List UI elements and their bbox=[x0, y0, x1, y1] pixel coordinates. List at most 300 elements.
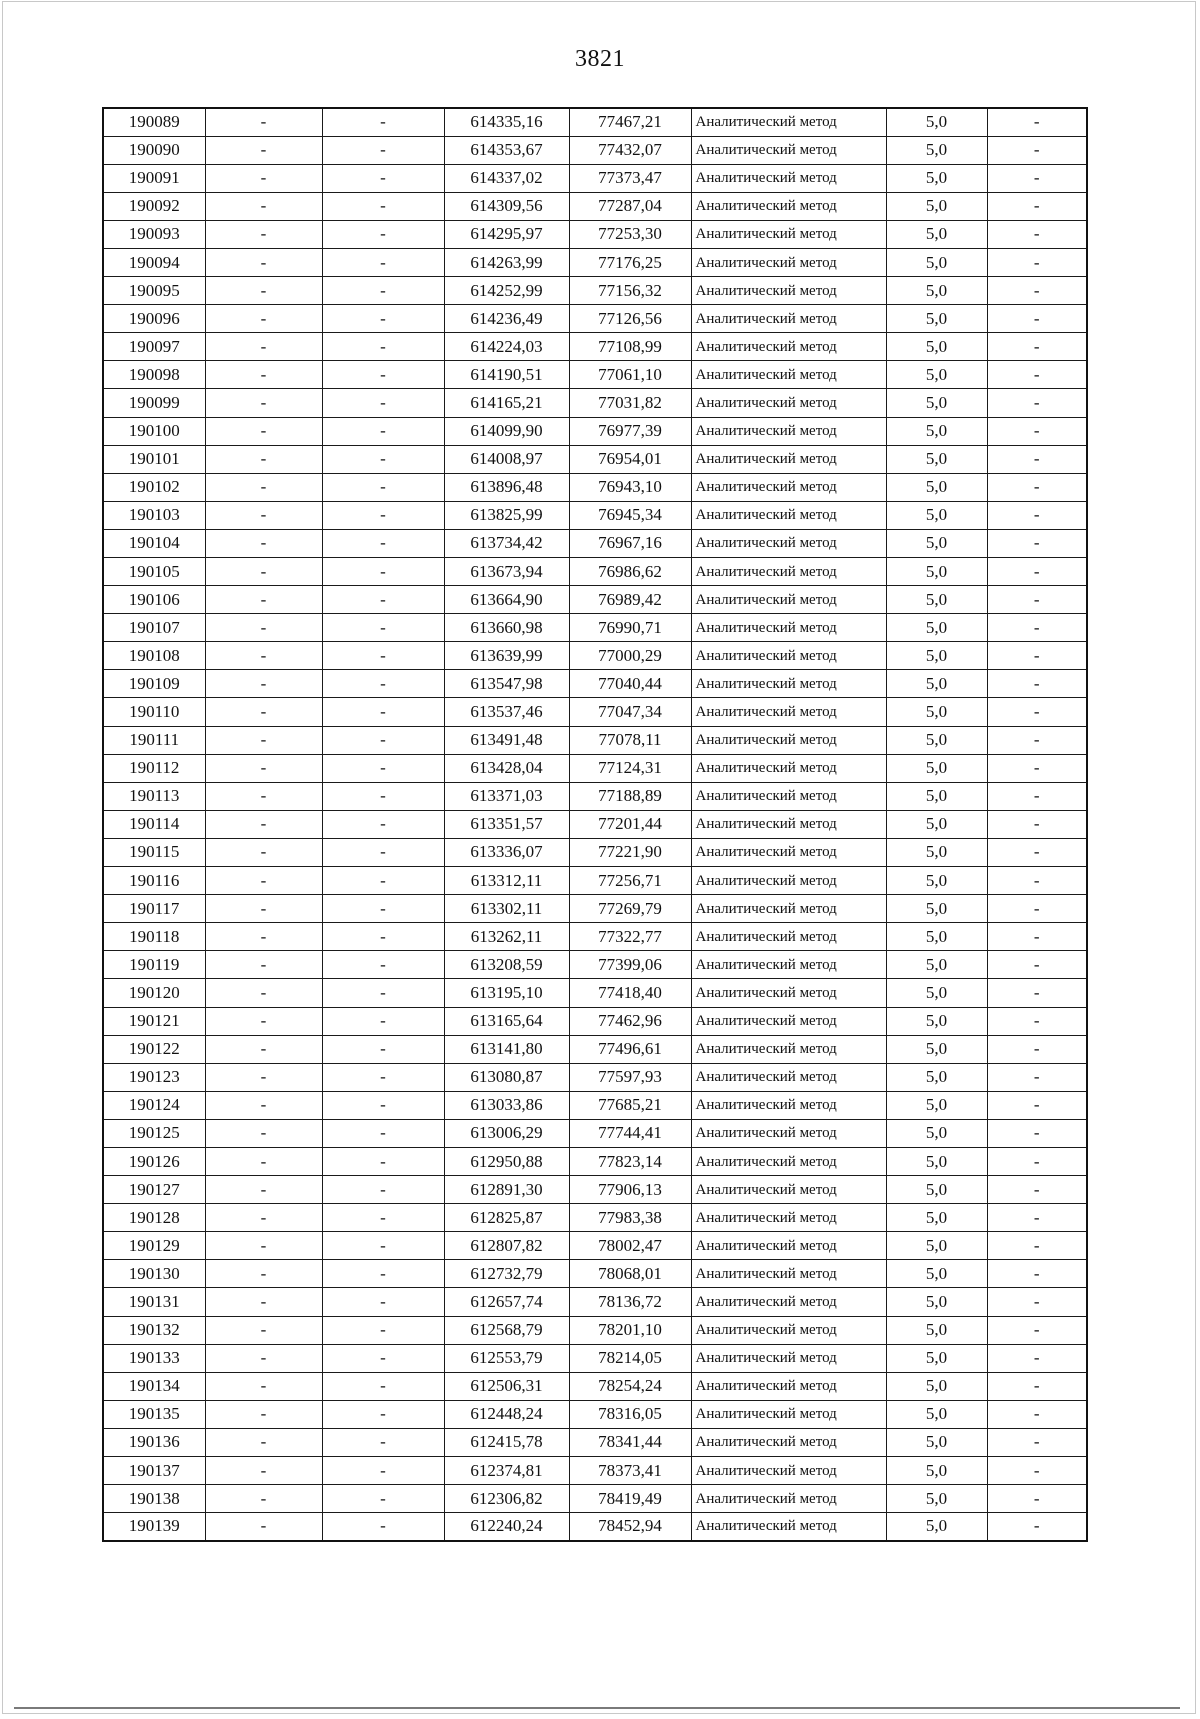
empty-dash-cell: - bbox=[987, 1063, 1087, 1091]
x-coordinate-cell: 612448,24 bbox=[444, 1400, 569, 1428]
empty-dash-cell: - bbox=[987, 979, 1087, 1007]
accuracy-cell: 5,0 bbox=[886, 248, 987, 276]
y-coordinate-cell: 77188,89 bbox=[569, 782, 691, 810]
empty-dash-cell: - bbox=[987, 501, 1087, 529]
accuracy-cell: 5,0 bbox=[886, 1513, 987, 1541]
method-cell: Аналитический метод bbox=[691, 979, 886, 1007]
empty-dash-cell: - bbox=[205, 220, 322, 248]
empty-dash-cell: - bbox=[987, 1344, 1087, 1372]
method-cell: Аналитический метод bbox=[691, 473, 886, 501]
point-number-cell: 190126 bbox=[103, 1147, 205, 1175]
method-cell: Аналитический метод bbox=[691, 867, 886, 895]
table-row bbox=[103, 754, 1087, 782]
table-row bbox=[103, 136, 1087, 164]
empty-dash-cell: - bbox=[322, 895, 444, 923]
table-row bbox=[103, 838, 1087, 866]
table-row bbox=[103, 1147, 1087, 1175]
x-coordinate-cell: 613639,99 bbox=[444, 642, 569, 670]
x-coordinate-cell: 614099,90 bbox=[444, 417, 569, 445]
table-row bbox=[103, 726, 1087, 754]
empty-dash-cell: - bbox=[987, 389, 1087, 417]
empty-dash-cell: - bbox=[322, 1232, 444, 1260]
y-coordinate-cell: 77078,11 bbox=[569, 726, 691, 754]
accuracy-cell: 5,0 bbox=[886, 389, 987, 417]
point-number-cell: 190096 bbox=[103, 305, 205, 333]
point-number-cell: 190136 bbox=[103, 1428, 205, 1456]
y-coordinate-cell: 77108,99 bbox=[569, 333, 691, 361]
empty-dash-cell: - bbox=[205, 1372, 322, 1400]
point-number-cell: 190123 bbox=[103, 1063, 205, 1091]
method-cell: Аналитический метод bbox=[691, 754, 886, 782]
empty-dash-cell: - bbox=[322, 1428, 444, 1456]
point-number-cell: 190132 bbox=[103, 1316, 205, 1344]
accuracy-cell: 5,0 bbox=[886, 192, 987, 220]
y-coordinate-cell: 77744,41 bbox=[569, 1119, 691, 1147]
method-cell: Аналитический метод bbox=[691, 1176, 886, 1204]
x-coordinate-cell: 613660,98 bbox=[444, 614, 569, 642]
empty-dash-cell: - bbox=[205, 782, 322, 810]
method-cell: Аналитический метод bbox=[691, 614, 886, 642]
empty-dash-cell: - bbox=[205, 1204, 322, 1232]
y-coordinate-cell: 77399,06 bbox=[569, 951, 691, 979]
x-coordinate-cell: 612657,74 bbox=[444, 1288, 569, 1316]
accuracy-cell: 5,0 bbox=[886, 867, 987, 895]
table-row bbox=[103, 445, 1087, 473]
y-coordinate-cell: 78068,01 bbox=[569, 1260, 691, 1288]
point-number-cell: 190116 bbox=[103, 867, 205, 895]
x-coordinate-cell: 613302,11 bbox=[444, 895, 569, 923]
point-number-cell: 190102 bbox=[103, 473, 205, 501]
point-number-cell: 190098 bbox=[103, 361, 205, 389]
table-row bbox=[103, 277, 1087, 305]
method-cell: Аналитический метод bbox=[691, 642, 886, 670]
method-cell: Аналитический метод bbox=[691, 698, 886, 726]
point-number-cell: 190128 bbox=[103, 1204, 205, 1232]
empty-dash-cell: - bbox=[205, 754, 322, 782]
accuracy-cell: 5,0 bbox=[886, 277, 987, 305]
y-coordinate-cell: 76986,62 bbox=[569, 558, 691, 586]
empty-dash-cell: - bbox=[987, 642, 1087, 670]
empty-dash-cell: - bbox=[205, 1147, 322, 1175]
method-cell: Аналитический метод bbox=[691, 586, 886, 614]
empty-dash-cell: - bbox=[322, 754, 444, 782]
empty-dash-cell: - bbox=[322, 1119, 444, 1147]
empty-dash-cell: - bbox=[205, 1457, 322, 1485]
x-coordinate-cell: 614337,02 bbox=[444, 164, 569, 192]
method-cell: Аналитический метод bbox=[691, 923, 886, 951]
method-cell: Аналитический метод bbox=[691, 1457, 886, 1485]
point-number-cell: 190103 bbox=[103, 501, 205, 529]
method-cell: Аналитический метод bbox=[691, 726, 886, 754]
empty-dash-cell: - bbox=[205, 473, 322, 501]
empty-dash-cell: - bbox=[987, 108, 1087, 136]
empty-dash-cell: - bbox=[322, 248, 444, 276]
empty-dash-cell: - bbox=[205, 389, 322, 417]
method-cell: Аналитический метод bbox=[691, 277, 886, 305]
accuracy-cell: 5,0 bbox=[886, 417, 987, 445]
empty-dash-cell: - bbox=[322, 220, 444, 248]
empty-dash-cell: - bbox=[987, 1232, 1087, 1260]
table-row bbox=[103, 1176, 1087, 1204]
table-row bbox=[103, 979, 1087, 1007]
method-cell: Аналитический метод bbox=[691, 305, 886, 333]
empty-dash-cell: - bbox=[322, 1176, 444, 1204]
accuracy-cell: 5,0 bbox=[886, 1119, 987, 1147]
accuracy-cell: 5,0 bbox=[886, 333, 987, 361]
table-row bbox=[103, 951, 1087, 979]
point-number-cell: 190106 bbox=[103, 586, 205, 614]
point-number-cell: 190101 bbox=[103, 445, 205, 473]
y-coordinate-cell: 78136,72 bbox=[569, 1288, 691, 1316]
empty-dash-cell: - bbox=[205, 1485, 322, 1513]
x-coordinate-cell: 614309,56 bbox=[444, 192, 569, 220]
empty-dash-cell: - bbox=[205, 529, 322, 557]
x-coordinate-cell: 613262,11 bbox=[444, 923, 569, 951]
y-coordinate-cell: 77496,61 bbox=[569, 1035, 691, 1063]
empty-dash-cell: - bbox=[205, 586, 322, 614]
empty-dash-cell: - bbox=[322, 1344, 444, 1372]
x-coordinate-cell: 614263,99 bbox=[444, 248, 569, 276]
x-coordinate-cell: 613547,98 bbox=[444, 670, 569, 698]
point-number-cell: 190139 bbox=[103, 1513, 205, 1541]
method-cell: Аналитический метод bbox=[691, 1204, 886, 1232]
point-number-cell: 190099 bbox=[103, 389, 205, 417]
method-cell: Аналитический метод bbox=[691, 1063, 886, 1091]
table-row bbox=[103, 1457, 1087, 1485]
point-number-cell: 190131 bbox=[103, 1288, 205, 1316]
method-cell: Аналитический метод bbox=[691, 1260, 886, 1288]
accuracy-cell: 5,0 bbox=[886, 923, 987, 951]
y-coordinate-cell: 77462,96 bbox=[569, 1007, 691, 1035]
y-coordinate-cell: 78201,10 bbox=[569, 1316, 691, 1344]
method-cell: Аналитический метод bbox=[691, 1288, 886, 1316]
empty-dash-cell: - bbox=[987, 417, 1087, 445]
accuracy-cell: 5,0 bbox=[886, 670, 987, 698]
table-row bbox=[103, 614, 1087, 642]
table-row bbox=[103, 389, 1087, 417]
x-coordinate-cell: 613006,29 bbox=[444, 1119, 569, 1147]
point-number-cell: 190127 bbox=[103, 1176, 205, 1204]
y-coordinate-cell: 78254,24 bbox=[569, 1372, 691, 1400]
accuracy-cell: 5,0 bbox=[886, 1260, 987, 1288]
empty-dash-cell: - bbox=[205, 1260, 322, 1288]
point-number-cell: 190104 bbox=[103, 529, 205, 557]
empty-dash-cell: - bbox=[987, 277, 1087, 305]
method-cell: Аналитический метод bbox=[691, 670, 886, 698]
method-cell: Аналитический метод bbox=[691, 333, 886, 361]
point-number-cell: 190130 bbox=[103, 1260, 205, 1288]
empty-dash-cell: - bbox=[322, 417, 444, 445]
empty-dash-cell: - bbox=[205, 670, 322, 698]
y-coordinate-cell: 77201,44 bbox=[569, 810, 691, 838]
x-coordinate-cell: 613208,59 bbox=[444, 951, 569, 979]
x-coordinate-cell: 613734,42 bbox=[444, 529, 569, 557]
point-number-cell: 190105 bbox=[103, 558, 205, 586]
empty-dash-cell: - bbox=[322, 558, 444, 586]
x-coordinate-cell: 613428,04 bbox=[444, 754, 569, 782]
empty-dash-cell: - bbox=[987, 810, 1087, 838]
empty-dash-cell: - bbox=[205, 810, 322, 838]
table-row bbox=[103, 473, 1087, 501]
empty-dash-cell: - bbox=[205, 305, 322, 333]
empty-dash-cell: - bbox=[205, 192, 322, 220]
x-coordinate-cell: 614008,97 bbox=[444, 445, 569, 473]
accuracy-cell: 5,0 bbox=[886, 1428, 987, 1456]
accuracy-cell: 5,0 bbox=[886, 108, 987, 136]
accuracy-cell: 5,0 bbox=[886, 698, 987, 726]
method-cell: Аналитический метод bbox=[691, 838, 886, 866]
empty-dash-cell: - bbox=[987, 951, 1087, 979]
point-number-cell: 190090 bbox=[103, 136, 205, 164]
empty-dash-cell: - bbox=[322, 586, 444, 614]
empty-dash-cell: - bbox=[987, 1288, 1087, 1316]
table-row bbox=[103, 1091, 1087, 1119]
empty-dash-cell: - bbox=[205, 1091, 322, 1119]
empty-dash-cell: - bbox=[322, 389, 444, 417]
method-cell: Аналитический метод bbox=[691, 951, 886, 979]
empty-dash-cell: - bbox=[322, 614, 444, 642]
accuracy-cell: 5,0 bbox=[886, 1316, 987, 1344]
accuracy-cell: 5,0 bbox=[886, 361, 987, 389]
method-cell: Аналитический метод bbox=[691, 1316, 886, 1344]
point-number-cell: 190129 bbox=[103, 1232, 205, 1260]
empty-dash-cell: - bbox=[987, 698, 1087, 726]
y-coordinate-cell: 76945,34 bbox=[569, 501, 691, 529]
point-number-cell: 190138 bbox=[103, 1485, 205, 1513]
x-coordinate-cell: 614353,67 bbox=[444, 136, 569, 164]
method-cell: Аналитический метод bbox=[691, 164, 886, 192]
point-number-cell: 190122 bbox=[103, 1035, 205, 1063]
empty-dash-cell: - bbox=[205, 867, 322, 895]
empty-dash-cell: - bbox=[322, 333, 444, 361]
x-coordinate-cell: 613537,46 bbox=[444, 698, 569, 726]
empty-dash-cell: - bbox=[205, 361, 322, 389]
empty-dash-cell: - bbox=[322, 923, 444, 951]
empty-dash-cell: - bbox=[987, 220, 1087, 248]
point-number-cell: 190134 bbox=[103, 1372, 205, 1400]
empty-dash-cell: - bbox=[987, 305, 1087, 333]
empty-dash-cell: - bbox=[322, 979, 444, 1007]
x-coordinate-cell: 613664,90 bbox=[444, 586, 569, 614]
point-number-cell: 190109 bbox=[103, 670, 205, 698]
empty-dash-cell: - bbox=[205, 923, 322, 951]
method-cell: Аналитический метод bbox=[691, 810, 886, 838]
empty-dash-cell: - bbox=[322, 1457, 444, 1485]
empty-dash-cell: - bbox=[205, 501, 322, 529]
table-row bbox=[103, 642, 1087, 670]
accuracy-cell: 5,0 bbox=[886, 586, 987, 614]
method-cell: Аналитический метод bbox=[691, 220, 886, 248]
empty-dash-cell: - bbox=[987, 136, 1087, 164]
accuracy-cell: 5,0 bbox=[886, 614, 987, 642]
y-coordinate-cell: 77597,93 bbox=[569, 1063, 691, 1091]
y-coordinate-cell: 76943,10 bbox=[569, 473, 691, 501]
empty-dash-cell: - bbox=[205, 838, 322, 866]
table-row bbox=[103, 782, 1087, 810]
point-number-cell: 190111 bbox=[103, 726, 205, 754]
empty-dash-cell: - bbox=[322, 501, 444, 529]
y-coordinate-cell: 78419,49 bbox=[569, 1485, 691, 1513]
y-coordinate-cell: 77373,47 bbox=[569, 164, 691, 192]
table-row bbox=[103, 1063, 1087, 1091]
empty-dash-cell: - bbox=[205, 108, 322, 136]
y-coordinate-cell: 78452,94 bbox=[569, 1513, 691, 1541]
empty-dash-cell: - bbox=[205, 951, 322, 979]
accuracy-cell: 5,0 bbox=[886, 1232, 987, 1260]
accuracy-cell: 5,0 bbox=[886, 1063, 987, 1091]
table-row bbox=[103, 1400, 1087, 1428]
point-number-cell: 190091 bbox=[103, 164, 205, 192]
point-number-cell: 190119 bbox=[103, 951, 205, 979]
table-row bbox=[103, 698, 1087, 726]
accuracy-cell: 5,0 bbox=[886, 501, 987, 529]
point-number-cell: 190115 bbox=[103, 838, 205, 866]
y-coordinate-cell: 77418,40 bbox=[569, 979, 691, 1007]
y-coordinate-cell: 77983,38 bbox=[569, 1204, 691, 1232]
empty-dash-cell: - bbox=[987, 923, 1087, 951]
method-cell: Аналитический метод bbox=[691, 417, 886, 445]
point-number-cell: 190121 bbox=[103, 1007, 205, 1035]
y-coordinate-cell: 77287,04 bbox=[569, 192, 691, 220]
x-coordinate-cell: 613825,99 bbox=[444, 501, 569, 529]
empty-dash-cell: - bbox=[205, 1428, 322, 1456]
table-row bbox=[103, 1288, 1087, 1316]
empty-dash-cell: - bbox=[987, 670, 1087, 698]
empty-dash-cell: - bbox=[322, 1204, 444, 1232]
accuracy-cell: 5,0 bbox=[886, 305, 987, 333]
x-coordinate-cell: 613080,87 bbox=[444, 1063, 569, 1091]
empty-dash-cell: - bbox=[987, 333, 1087, 361]
accuracy-cell: 5,0 bbox=[886, 136, 987, 164]
x-coordinate-cell: 614252,99 bbox=[444, 277, 569, 305]
method-cell: Аналитический метод bbox=[691, 1513, 886, 1541]
empty-dash-cell: - bbox=[205, 1344, 322, 1372]
empty-dash-cell: - bbox=[205, 698, 322, 726]
empty-dash-cell: - bbox=[987, 1372, 1087, 1400]
y-coordinate-cell: 76977,39 bbox=[569, 417, 691, 445]
method-cell: Аналитический метод bbox=[691, 1232, 886, 1260]
x-coordinate-cell: 614165,21 bbox=[444, 389, 569, 417]
empty-dash-cell: - bbox=[205, 136, 322, 164]
y-coordinate-cell: 78002,47 bbox=[569, 1232, 691, 1260]
y-coordinate-cell: 78316,05 bbox=[569, 1400, 691, 1428]
y-coordinate-cell: 76990,71 bbox=[569, 614, 691, 642]
y-coordinate-cell: 77269,79 bbox=[569, 895, 691, 923]
x-coordinate-cell: 613896,48 bbox=[444, 473, 569, 501]
accuracy-cell: 5,0 bbox=[886, 529, 987, 557]
table-row bbox=[103, 220, 1087, 248]
y-coordinate-cell: 77256,71 bbox=[569, 867, 691, 895]
accuracy-cell: 5,0 bbox=[886, 1485, 987, 1513]
accuracy-cell: 5,0 bbox=[886, 979, 987, 1007]
method-cell: Аналитический метод bbox=[691, 1372, 886, 1400]
x-coordinate-cell: 613312,11 bbox=[444, 867, 569, 895]
table-row bbox=[103, 305, 1087, 333]
method-cell: Аналитический метод bbox=[691, 361, 886, 389]
table-row bbox=[103, 1007, 1087, 1035]
x-coordinate-cell: 613673,94 bbox=[444, 558, 569, 586]
y-coordinate-cell: 78373,41 bbox=[569, 1457, 691, 1485]
point-number-cell: 190107 bbox=[103, 614, 205, 642]
empty-dash-cell: - bbox=[322, 1091, 444, 1119]
empty-dash-cell: - bbox=[987, 1428, 1087, 1456]
empty-dash-cell: - bbox=[205, 1063, 322, 1091]
empty-dash-cell: - bbox=[987, 1091, 1087, 1119]
empty-dash-cell: - bbox=[322, 305, 444, 333]
table-row bbox=[103, 529, 1087, 557]
method-cell: Аналитический метод bbox=[691, 389, 886, 417]
x-coordinate-cell: 612732,79 bbox=[444, 1260, 569, 1288]
empty-dash-cell: - bbox=[322, 445, 444, 473]
empty-dash-cell: - bbox=[205, 164, 322, 192]
x-coordinate-cell: 613033,86 bbox=[444, 1091, 569, 1119]
table-row bbox=[103, 1372, 1087, 1400]
accuracy-cell: 5,0 bbox=[886, 1007, 987, 1035]
table-row bbox=[103, 810, 1087, 838]
accuracy-cell: 5,0 bbox=[886, 951, 987, 979]
table-row bbox=[103, 1344, 1087, 1372]
point-number-cell: 190100 bbox=[103, 417, 205, 445]
empty-dash-cell: - bbox=[987, 1513, 1087, 1541]
table-row bbox=[103, 1428, 1087, 1456]
empty-dash-cell: - bbox=[987, 1176, 1087, 1204]
table-row bbox=[103, 108, 1087, 136]
coordinates-table bbox=[102, 107, 1088, 1542]
x-coordinate-cell: 614190,51 bbox=[444, 361, 569, 389]
empty-dash-cell: - bbox=[322, 698, 444, 726]
empty-dash-cell: - bbox=[322, 473, 444, 501]
point-number-cell: 190110 bbox=[103, 698, 205, 726]
empty-dash-cell: - bbox=[987, 586, 1087, 614]
empty-dash-cell: - bbox=[322, 782, 444, 810]
empty-dash-cell: - bbox=[322, 136, 444, 164]
method-cell: Аналитический метод bbox=[691, 108, 886, 136]
accuracy-cell: 5,0 bbox=[886, 1400, 987, 1428]
empty-dash-cell: - bbox=[987, 754, 1087, 782]
accuracy-cell: 5,0 bbox=[886, 810, 987, 838]
empty-dash-cell: - bbox=[322, 1147, 444, 1175]
point-number-cell: 190094 bbox=[103, 248, 205, 276]
x-coordinate-cell: 613141,80 bbox=[444, 1035, 569, 1063]
point-number-cell: 190092 bbox=[103, 192, 205, 220]
empty-dash-cell: - bbox=[987, 248, 1087, 276]
accuracy-cell: 5,0 bbox=[886, 642, 987, 670]
table-row bbox=[103, 1232, 1087, 1260]
method-cell: Аналитический метод bbox=[691, 1400, 886, 1428]
x-coordinate-cell: 612825,87 bbox=[444, 1204, 569, 1232]
empty-dash-cell: - bbox=[987, 726, 1087, 754]
y-coordinate-cell: 78214,05 bbox=[569, 1344, 691, 1372]
accuracy-cell: 5,0 bbox=[886, 1344, 987, 1372]
table-row bbox=[103, 867, 1087, 895]
method-cell: Аналитический метод bbox=[691, 529, 886, 557]
table-row bbox=[103, 670, 1087, 698]
x-coordinate-cell: 613491,48 bbox=[444, 726, 569, 754]
method-cell: Аналитический метод bbox=[691, 1007, 886, 1035]
y-coordinate-cell: 77253,30 bbox=[569, 220, 691, 248]
method-cell: Аналитический метод bbox=[691, 1147, 886, 1175]
accuracy-cell: 5,0 bbox=[886, 782, 987, 810]
empty-dash-cell: - bbox=[987, 782, 1087, 810]
method-cell: Аналитический метод bbox=[691, 248, 886, 276]
empty-dash-cell: - bbox=[205, 1288, 322, 1316]
empty-dash-cell: - bbox=[322, 1485, 444, 1513]
point-number-cell: 190113 bbox=[103, 782, 205, 810]
x-coordinate-cell: 612950,88 bbox=[444, 1147, 569, 1175]
empty-dash-cell: - bbox=[987, 1457, 1087, 1485]
point-number-cell: 190108 bbox=[103, 642, 205, 670]
empty-dash-cell: - bbox=[987, 1260, 1087, 1288]
